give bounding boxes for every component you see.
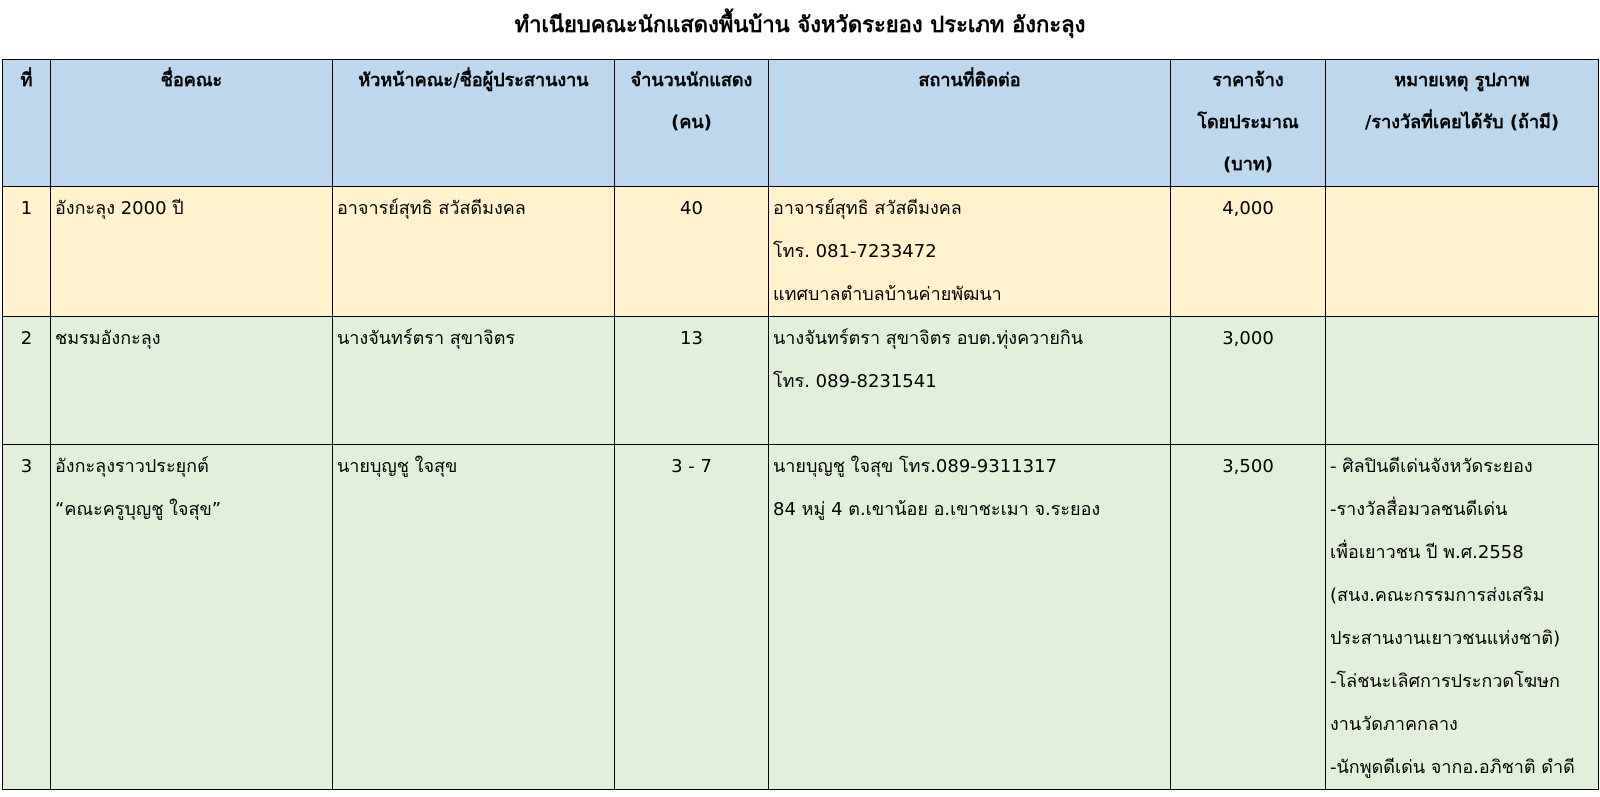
cell-no: 3 <box>3 445 51 790</box>
cell-price: 3,000 <box>1171 317 1326 445</box>
cell-contact: อาจารย์สุทธิ สวัสดีมงคล โทร. 081-7233472 แทศบาลตำบลบ้านค่ายพัฒนา <box>769 187 1171 317</box>
remark-line: - ศิลปินดีเด่นจังหวัดระยอง <box>1330 456 1533 477</box>
remark-line: (สนง.คณะกรรมการส่งเสริม <box>1330 585 1545 606</box>
remark-line: ประสานงานเยาวชนแห่งชาติ) <box>1330 628 1561 649</box>
cell-performers: 3 - 7 <box>615 445 769 790</box>
cell-remarks <box>1326 317 1599 445</box>
remark-line: -รางวัลสื่อมวลชนดีเด่น <box>1330 499 1508 520</box>
cell-price: 4,000 <box>1171 187 1326 317</box>
remark-line: -นักพูดดีเด่น จากอ.อภิชาติ ดำดี <box>1330 757 1575 778</box>
cell-price: 3,500 <box>1171 445 1326 790</box>
header-contact: สถานที่ติดต่อ <box>769 60 1171 187</box>
cell-remarks <box>1326 187 1599 317</box>
cell-leader: นายบุญชู ใจสุข <box>333 445 615 790</box>
header-leader: หัวหน้าคณะ/ชื่อผู้ประสานงาน <box>333 60 615 187</box>
cell-performers: 40 <box>615 187 769 317</box>
page-title: ทำเนียบคณะนักแสดงพื้นบ้าน จังหวัดระยอง ประเภท อังกะลุง <box>514 13 1086 38</box>
cell-contact: นางจันทร์ตรา สุขาจิตร อบต.ทุ่งควายกิน โทร. 089-8231541 <box>769 317 1171 445</box>
cell-leader: อาจารย์สุทธิ สวัสดีมงคล <box>333 187 615 317</box>
cell-troupe-name: อังกะลุง 2000 ปี <box>51 187 333 317</box>
cell-leader: นางจันทร์ตรา สุขาจิตร <box>333 317 615 445</box>
cell-contact: นายบุญชู ใจสุข โทร.089-9311317 84 หมู่ 4 ต.เขาน้อย อ.เขาชะเมา จ.ระยอง <box>769 445 1171 790</box>
troupe-registry-table <box>2 59 1599 790</box>
header-price: ราคาจ้าง โดยประมาณ (บาท) <box>1171 60 1326 187</box>
header-no: ที่ <box>3 60 51 187</box>
remark-line: เพื่อเยาวชน ปี พ.ศ.2558 <box>1330 542 1524 563</box>
cell-no: 1 <box>3 187 51 317</box>
table-row <box>3 317 1599 445</box>
header-troupe-name: ชื่อคณะ <box>51 60 333 187</box>
table-header-row <box>3 60 1599 187</box>
cell-no: 2 <box>3 317 51 445</box>
table-row <box>3 187 1599 317</box>
remark-line: -โล่ชนะเลิศการประกวดโฆษก <box>1330 671 1560 692</box>
cell-troupe-name: อังกะลุงราวประยุกต์ “คณะครูบุญชู ใจสุข” <box>51 445 333 790</box>
cell-troupe-name: ชมรมอังกะลุง <box>51 317 333 445</box>
cell-performers: 13 <box>615 317 769 445</box>
table-row <box>3 445 1599 790</box>
remark-line: งานวัดภาคกลาง <box>1330 714 1458 735</box>
header-performers: จำนวนนักแสดง (คน) <box>615 60 769 187</box>
cell-remarks <box>1326 445 1599 790</box>
header-remarks: หมายเหตุ รูปภาพ /รางวัลที่เคยได้รับ (ถ้ามี) <box>1326 60 1599 187</box>
